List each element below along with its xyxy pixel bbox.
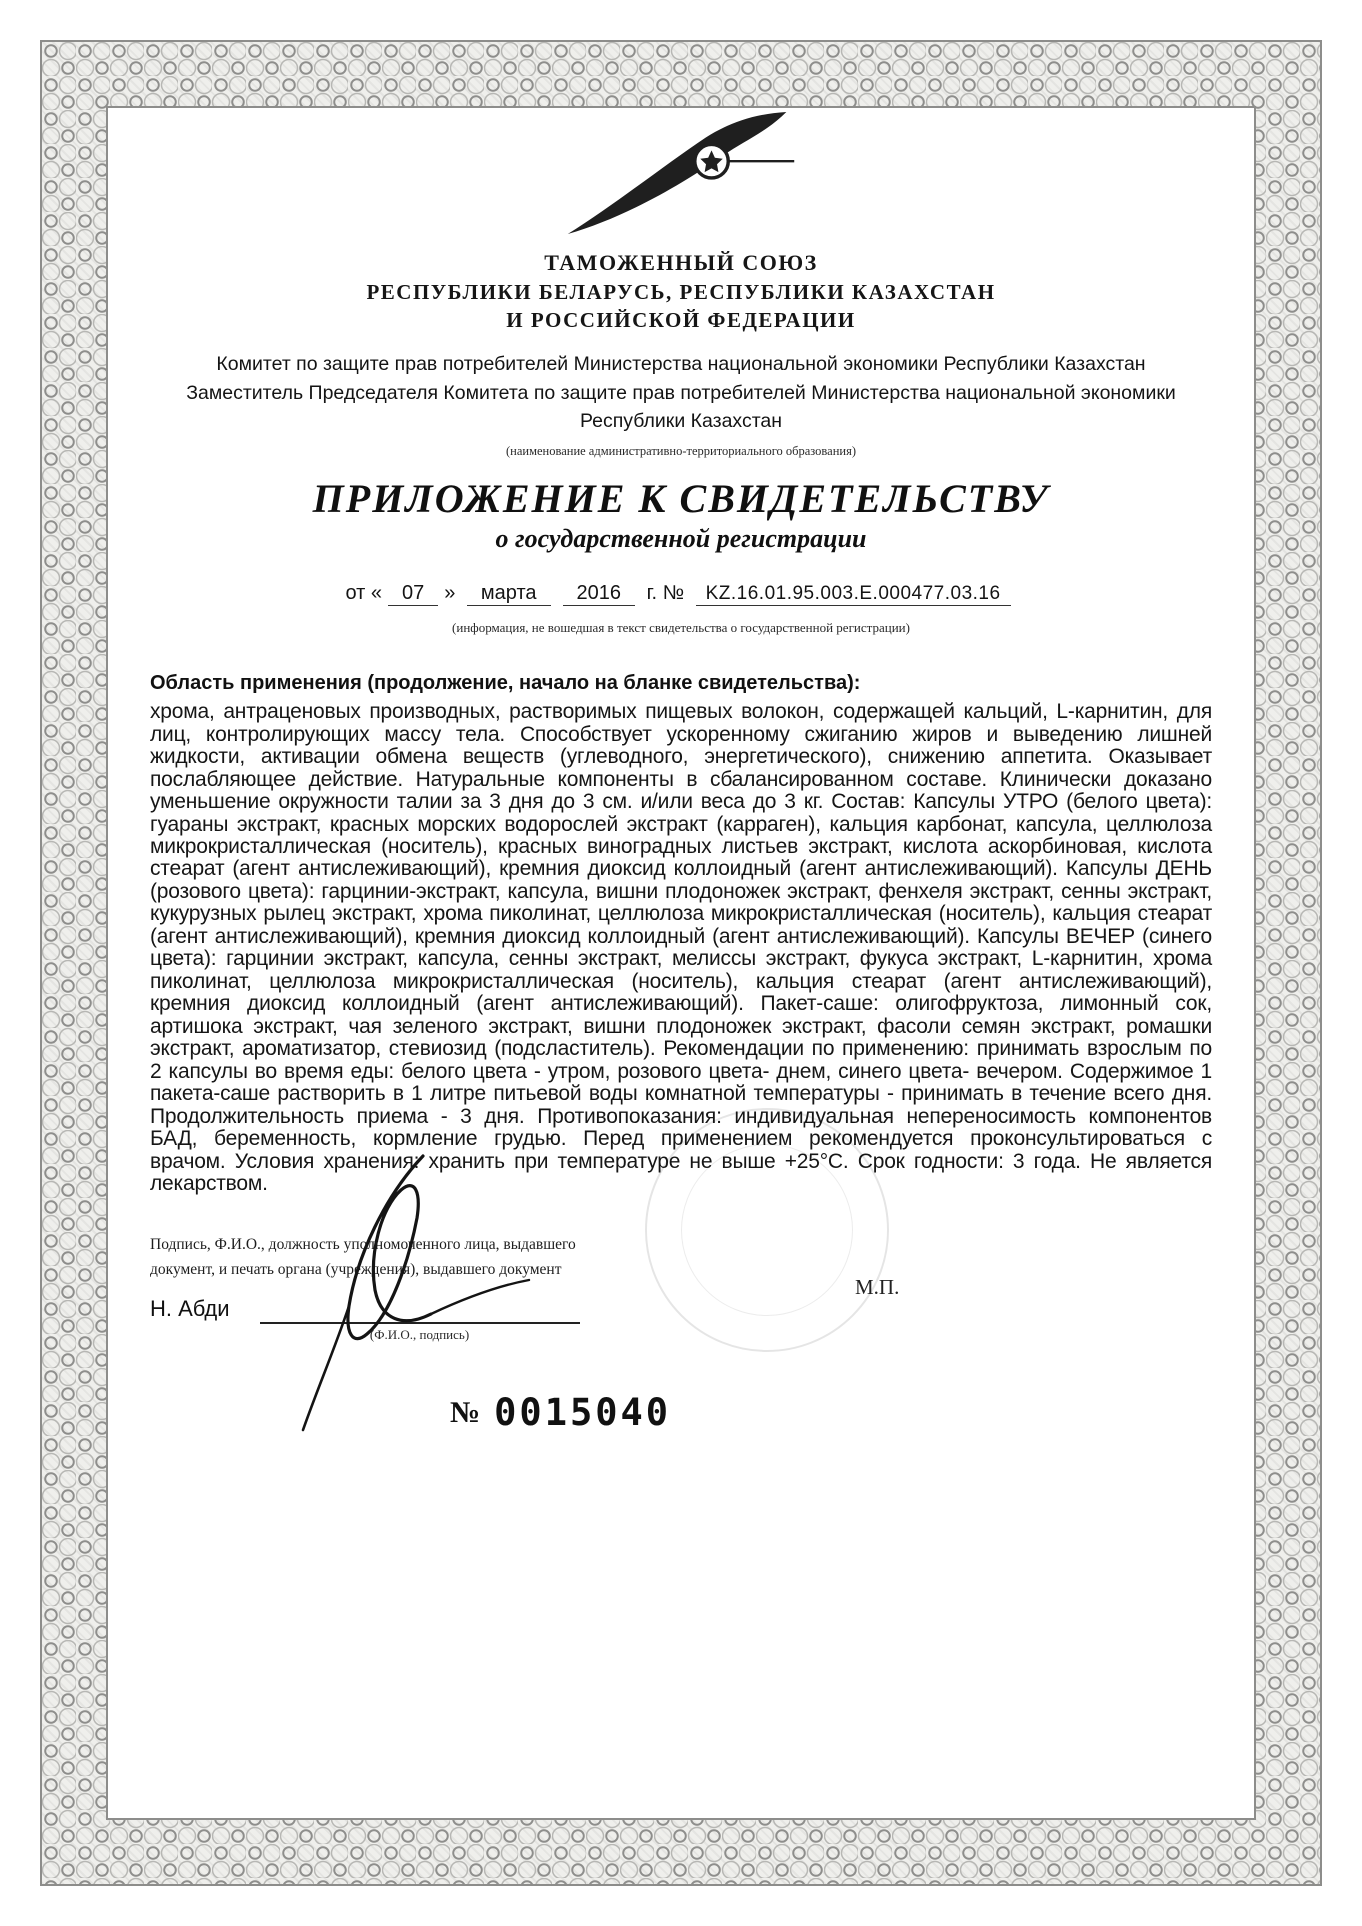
committee-line-2: Заместитель Председателя Комитета по защите прав потребителей Министерства национальной экономики Республики Казахстан xyxy=(186,381,1176,432)
customs-union-emblem-icon xyxy=(556,110,806,238)
reg-prefix: от « xyxy=(345,582,382,605)
reg-month: марта xyxy=(467,582,551,606)
document-title: ПРИЛОЖЕНИЕ К СВИДЕТЕЛЬСТВУ xyxy=(312,476,1050,522)
signer-name: Н. Абди xyxy=(150,1295,230,1321)
union-header xyxy=(150,248,1212,334)
handwritten-signature xyxy=(245,1138,575,1438)
registration-caption: (информация, не вошедшая в текст свидетельства о государственной регистрации) xyxy=(452,620,910,636)
doc-number-sign: № xyxy=(450,1395,481,1429)
union-line-3: И РОССИЙСКОЙ ФЕДЕРАЦИИ xyxy=(506,308,856,333)
application-area-text: хрома, антраценовых производных, растворимых пищевых волокон, содержащей кальций, L-карнитин, для лиц, контролирующих массу тела. Способствует ускоренному сжиганию жиров и выведению лишней жидкости, активации обмена веществ (углеводного, энергетического), снижению аппетита. Оказывает послабляющее действие. Натуральные компоненты в сбалансированном составе. Клинически доказано уменьшение окружности талии за 3 дня до 3 см. и/или веса до 3 кг. Состав: Капсулы УТРО (белого цвета): гуараны экстракт, красных морских водорослей экстракт (карраген), кальция карбонат, капсула, целлюлоза микрокристаллическая (носитель), красных виноградных листьев экстракт, кислота аскорбиновая, кислота стеарат (агент антислеживающий), кремния диоксид коллоидный (агент антислеживающий). Капсулы ДЕНЬ (розового цвета): гарцинии-экстракт, капсула, вишни плодоножек экстракт, фенхеля экстракт, сенны экстракт, кукурузных рылец экстракт, хрома пиколинат, целлюлоза микрокристаллическая (носитель), кальция стеарат (агент антислеживающий), кремния диоксид коллоидный (агент антислеживающий). Капсулы ВЕЧЕР (синего цвета): гарцинии экстракт, капсула, сенны экстракт, мелиссы экстракт, фукуса экстракт, L-карнитин, хрома пиколинат, целлюлоза микрокристаллическая (носитель), кальция стеарат (агент антислеживающий), кремния диоксид коллоидный (агент антислеживающий). Пакет-саше: олигофруктоза, лимонный сок, артишока экстракт, чая зеленого экстракт, вишни плодоножек экстракт, фасоли семян экстракт, ромашки экстракт, ароматизатор, стевиозид (подсластитель). Рекомендации по применению: принимать взрослым по 2 капсулы во время еды: белого цвета - утром, розового цвета- днем, синего цвета- вечером. Содержимое 1 пакета-саше растворить в 1 литре питьевой воды комнатной температуры - принимать в течение всего дня. Продолжительность приема - 3 дня. Противопоказания: индивидуальная непереносимость компонентов БАД, беременность, кормление грудью. Перед применением рекомендуется проконсультироваться с врачом. Условия хранения: хранить при температуре не выше +25°С. Срок годности: 3 года. Не является лекарством. xyxy=(150,700,1212,1196)
signature-note: Подпись, Ф.И.О., должность уполномоченного лица, выдавшего документ, и печать органа (учреждения), выдавшего документ xyxy=(150,1236,576,1278)
stamp-place-label: М.П. xyxy=(855,1275,900,1300)
signature-section xyxy=(150,1233,1212,1365)
document-subtitle: о государственной регистрации xyxy=(495,524,867,554)
application-area-heading: Область применения (продолжение, начало на бланке свидетельства): xyxy=(150,672,861,695)
reg-close-quote: » xyxy=(444,582,456,605)
issuing-authority xyxy=(166,350,1196,435)
reg-number: KZ.16.01.95.003.E.000477.03.16 xyxy=(696,583,1011,606)
union-line-1: ТАМОЖЕННЫЙ СОЮЗ xyxy=(544,250,818,275)
reg-suffix: г. № xyxy=(646,582,685,605)
committee-line-1: Комитет по защите прав потребителей Министерства национальной экономики Республики Казахстан xyxy=(216,353,1146,376)
reg-year: 2016 xyxy=(563,582,636,606)
registration-line xyxy=(150,582,1212,606)
reg-day: 07 xyxy=(388,582,438,606)
signature-line-caption: (Ф.И.О., подпись) xyxy=(369,1326,470,1342)
doc-number-value: 0015040 xyxy=(494,1391,672,1435)
union-line-2: РЕСПУБЛИКИ БЕЛАРУСЬ, РЕСПУБЛИКИ КАЗАХСТАН xyxy=(366,279,996,304)
org-caption: (наименование административно-территориального образования) xyxy=(505,444,857,459)
document-content xyxy=(150,96,1212,1434)
